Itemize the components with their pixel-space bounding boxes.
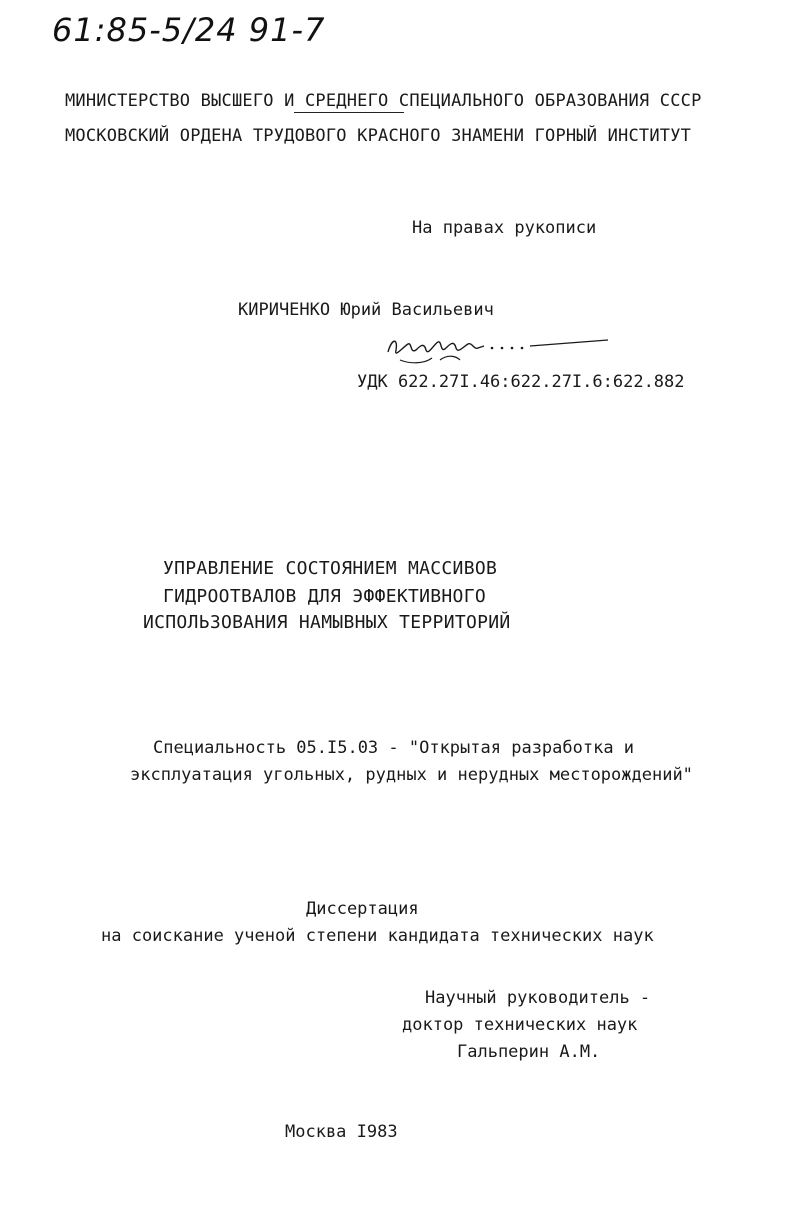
ministry-header: МИНИСТЕРСТВО ВЫСШЕГО И СРЕДНЕГО СПЕЦИАЛЬНОГО ОБРАЗОВАНИЯ СССР (65, 91, 702, 111)
city-and-year: Москва I983 (285, 1122, 398, 1142)
advisor-role: Научный руководитель - (425, 988, 651, 1008)
signature-scribble (380, 330, 610, 370)
specialty-line-2: эксплуатация угольных, рудных и нерудных месторождений" (130, 765, 693, 785)
title-line-2: ГИДРООТВАЛОВ ДЛЯ ЭФФЕКТИВНОГО (163, 586, 486, 607)
dissertation-label: Диссертация (306, 899, 419, 919)
advisor-name: Гальперин А.М. (457, 1042, 601, 1062)
manuscript-rights-note: На правах рукописи (412, 218, 597, 238)
handwritten-catalog-number: 61:85-5/24 91-7 (52, 11, 326, 49)
author-name: КИРИЧЕНКО Юрий Васильевич (238, 300, 494, 320)
ministry-underline (294, 112, 404, 113)
title-line-3: ИСПОЛЬЗОВАНИЯ НАМЫВНЫХ ТЕРРИТОРИЙ (143, 612, 511, 633)
advisor-degree: доктор технических наук (402, 1015, 638, 1035)
institute-header: МОСКОВСКИЙ ОРДЕНА ТРУДОВОГО КРАСНОГО ЗНАМЕНИ ГОРНЫЙ ИНСТИТУТ (65, 126, 692, 146)
udk-classification: УДК 622.27I.46:622.27I.6:622.882 (357, 372, 685, 392)
specialty-line-1: Специальность 05.I5.03 - "Открытая разработка и (153, 738, 635, 758)
title-line-1: УПРАВЛЕНИЕ СОСТОЯНИЕМ МАССИВОВ (163, 558, 498, 579)
degree-line: на соискание ученой степени кандидата технических наук (101, 926, 654, 946)
